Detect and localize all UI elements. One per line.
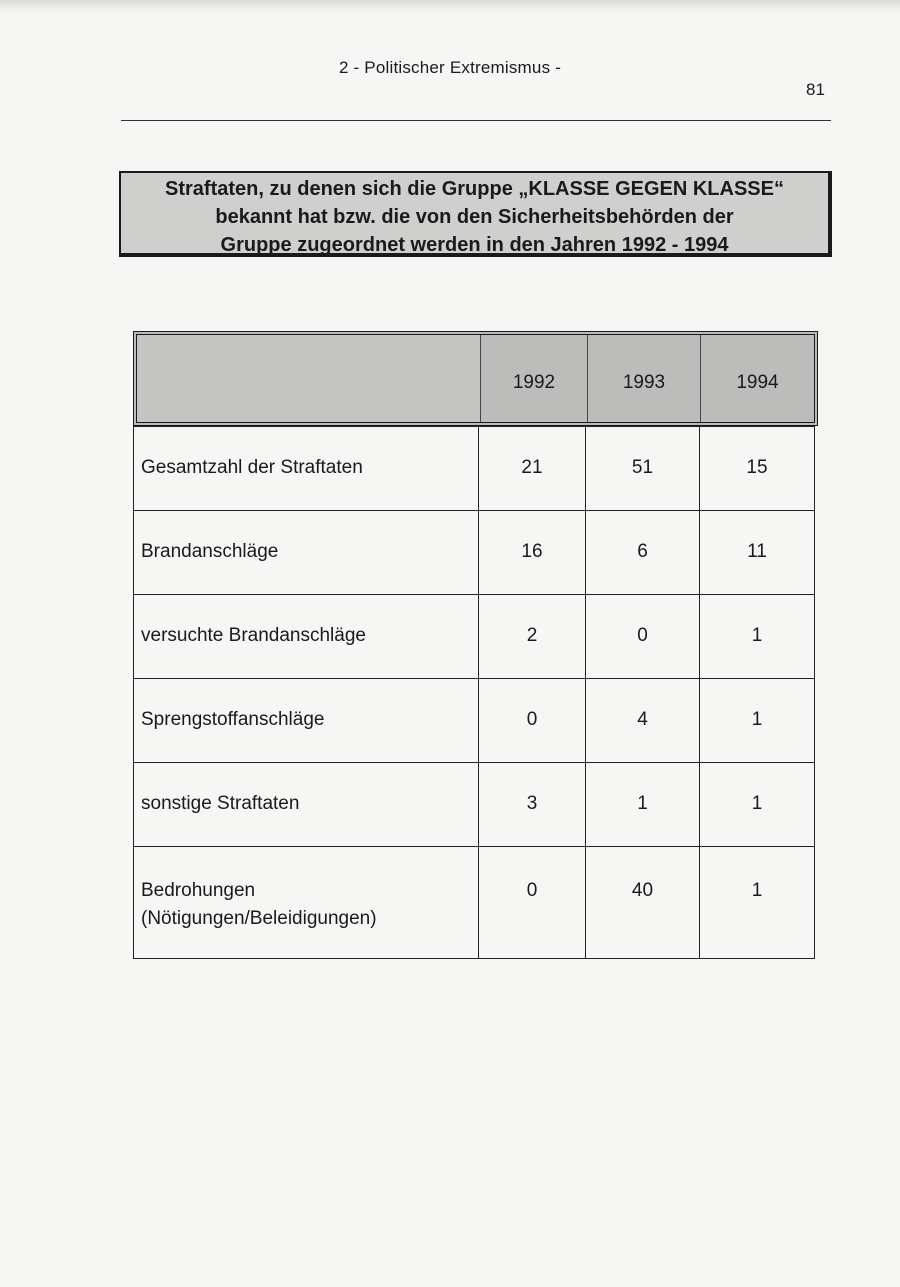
header-cell-1992: 1992 (480, 335, 587, 422)
scan-edge (0, 0, 900, 14)
table-header-row (133, 331, 818, 426)
title-line-1: Straftaten, zu denen sich die Gruppe „KLASSE GEGEN KLASSE“ (165, 178, 784, 200)
table-row (134, 511, 815, 595)
header-cell-1994: 1994 (700, 335, 814, 422)
row-label: Gesamtzahl der Straftaten (134, 427, 479, 511)
table-row (134, 679, 815, 763)
row-label: versuchte Brandanschläge (134, 595, 479, 679)
cell-value: 1 (586, 763, 700, 847)
cell-value: 16 (479, 511, 586, 595)
cell-value: 1 (700, 679, 815, 763)
header-cell-1993: 1993 (587, 335, 700, 422)
cell-value: 3 (479, 763, 586, 847)
cell-value: 15 (700, 427, 815, 511)
running-head: 2 - Politischer Extremismus - (338, 58, 562, 77)
row-label: sonstige Straftaten (134, 763, 479, 847)
cell-value: 51 (586, 427, 700, 511)
cell-value: 0 (479, 847, 586, 959)
cell-value: 21 (479, 427, 586, 511)
table-title-box (119, 171, 832, 257)
table-row (134, 847, 815, 959)
cell-value: 6 (586, 511, 700, 595)
cell-value: 1 (700, 847, 815, 959)
table-row (134, 763, 815, 847)
page-number: 81 (806, 80, 825, 99)
title-line-3: Gruppe zugeordnet werden in den Jahren 1992 - 1994 (220, 234, 729, 256)
cell-value: 4 (586, 679, 700, 763)
cell-value: 1 (700, 763, 815, 847)
cell-value: 1 (700, 595, 815, 679)
header-cell-empty (137, 335, 480, 422)
row-label (134, 847, 479, 959)
table-body (133, 426, 815, 959)
cell-value: 40 (586, 847, 700, 959)
table-row (134, 595, 815, 679)
cell-value: 2 (479, 595, 586, 679)
statistics-table (133, 331, 818, 959)
title-line-2: bekannt hat bzw. die von den Sicherheitsbehörden der (215, 206, 734, 228)
cell-value: 0 (479, 679, 586, 763)
row-label-line-2: (Nötigungen/Beleidigungen) (141, 908, 377, 929)
header-rule (121, 120, 831, 121)
table-row (134, 427, 815, 511)
row-label-line-1: Bedrohungen (141, 880, 256, 901)
cell-value: 11 (700, 511, 815, 595)
row-label: Sprengstoffanschläge (134, 679, 479, 763)
cell-value: 0 (586, 595, 700, 679)
row-label: Brandanschläge (134, 511, 479, 595)
